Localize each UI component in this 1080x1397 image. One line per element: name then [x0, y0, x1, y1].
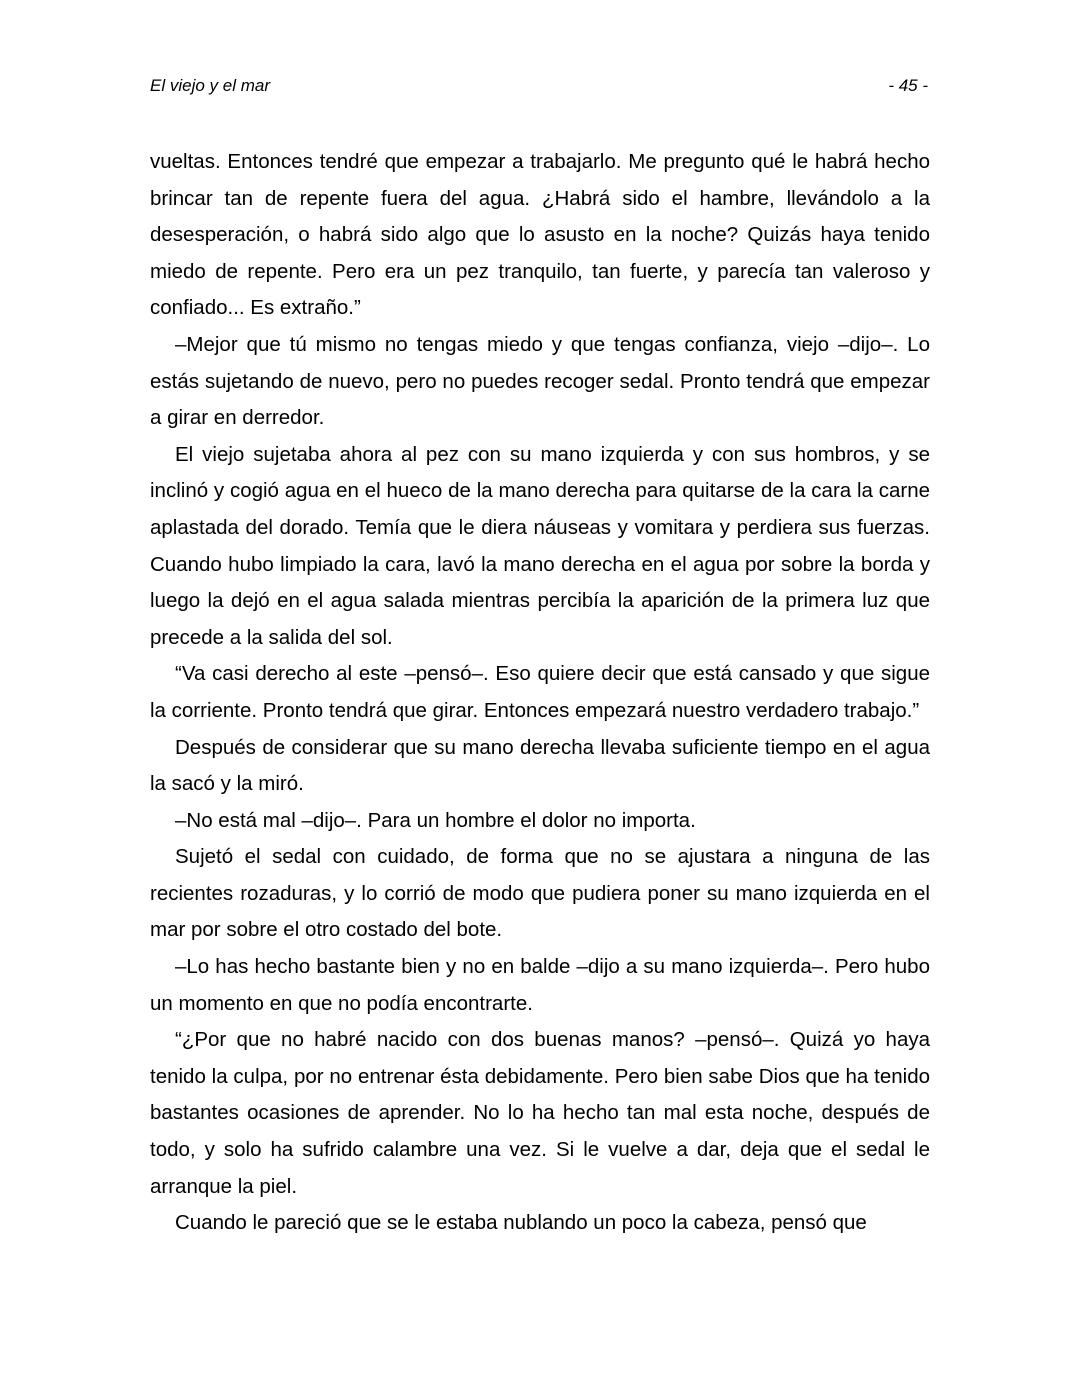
- body-text: [150, 144, 930, 1242]
- running-header: [150, 74, 930, 98]
- paragraph: –Lo has hecho bastante bien y no en balde –dijo a su mano izquierda–. Pero hubo un momento en que no podía encontrarte.: [150, 955, 930, 1015]
- paragraph: Sujetó el sedal con cuidado, de forma que no se ajustara a ninguna de las recientes rozaduras, y lo corrió de modo que pudiera poner su mano izquierda en el mar por sobre el otro costado del bote.: [150, 845, 930, 942]
- paragraph: vueltas. Entonces tendré que empezar a trabajarlo. Me pregunto qué le habrá hecho brincar tan de repente fuera del agua. ¿Habrá sido el hambre, llevándolo a la desesperación, o habrá sido algo que lo asusto en la noche? Quizás haya tenido miedo de repente. Pero era un pez tranquilo, tan fuerte, y parecía tan valeroso y confiado... Es extraño.”: [150, 150, 930, 320]
- paragraph: Cuando le pareció que se le estaba nublando un poco la cabeza, pensó que: [175, 1211, 867, 1235]
- paragraph: –Mejor que tú mismo no tengas miedo y que tengas confianza, viejo –dijo–. Lo estás sujetando de nuevo, pero no puedes recoger sedal. Pronto tendrá que empezar a girar en derredor.: [150, 332, 930, 430]
- paragraph: –No está mal –dijo–. Para un hombre el dolor no importa.: [175, 808, 696, 832]
- page-number: - 45 -: [888, 76, 928, 95]
- paragraph: Después de considerar que su mano derecha llevaba suficiente tiempo en el agua la sacó y la miró.: [150, 735, 930, 796]
- paragraph: “¿Por que no habré nacido con dos buenas manos? –pensó–. Quizá yo haya tenido la culpa, por no entrenar ésta debidamente. Pero bien sabe Dios que ha tenido bastantes ocasiones de aprender. No lo ha hecho tan mal esta noche, después de todo, y solo ha sufrido calambre una vez. Si le vuelve a dar, deja que el sedal le arranque la piel.: [150, 1028, 930, 1198]
- paragraph: “Va casi derecho al este –pensó–. Eso quiere decir que está cansado y que sigue la corriente. Pronto tendrá que girar. Entonces empezará nuestro verdadero trabajo.”: [150, 662, 930, 722]
- book-title: El viejo y el mar: [150, 76, 270, 95]
- paragraph: El viejo sujetaba ahora al pez con su mano izquierda y con sus hombros, y se inclinó y cogió agua en el hueco de la mano derecha para quitarse de la cara la carne aplastada del dorado. Temía que le diera náuseas y vomitara y perdiera sus fuerzas. Cuando hubo limpiado la cara, lavó la mano derecha en el agua por sobre la borda y luego la dejó en el agua salada mientras percibía la aparición de la primera luz que precede a la salida del sol.: [150, 442, 930, 649]
